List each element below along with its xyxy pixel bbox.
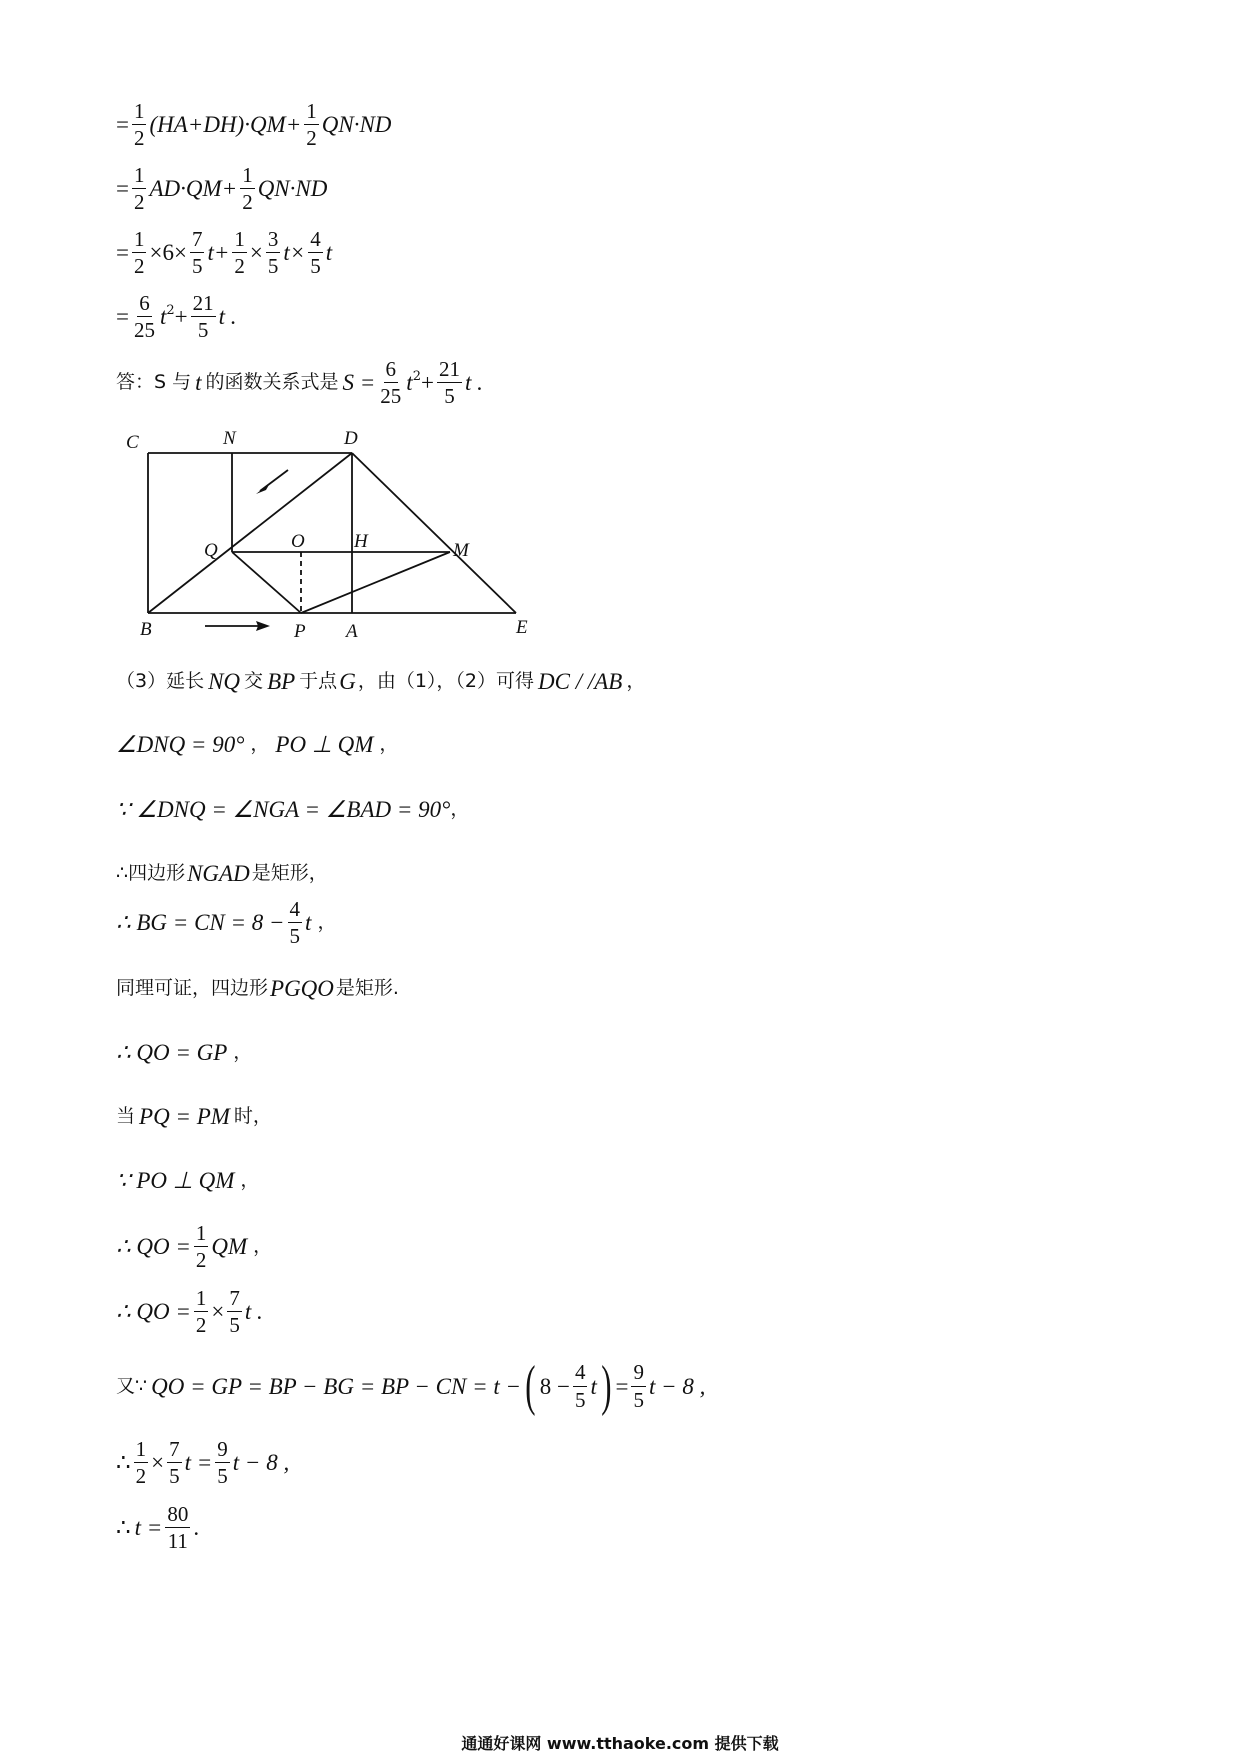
denominator: 2	[135, 1464, 147, 1489]
math-text: ∴	[116, 1450, 131, 1476]
denominator: 5	[217, 1464, 228, 1489]
fraction	[266, 228, 281, 277]
numerator: 21	[191, 292, 216, 317]
denominator: 2	[195, 1313, 207, 1338]
math-text: ×	[211, 1299, 225, 1325]
equation-line-4	[116, 292, 237, 341]
text: 当	[116, 1105, 136, 1127]
math-text: BP	[267, 669, 296, 694]
text: 又∵	[116, 1374, 148, 1397]
line-rectangle-pgqo	[116, 977, 399, 1000]
fraction	[165, 1503, 190, 1552]
math-text: ∵ ∠DNQ = ∠NGA = ∠BAD = 90°	[116, 797, 451, 822]
math-text: ×	[249, 240, 263, 266]
fraction	[190, 228, 205, 277]
denominator: 2	[306, 126, 317, 151]
math-text: .	[193, 1515, 200, 1541]
math-text: t	[159, 304, 167, 330]
text: ，	[626, 670, 646, 692]
fraction	[194, 1222, 209, 1271]
text: ，	[379, 733, 399, 755]
numerator: 4	[573, 1361, 588, 1386]
page-footer: 通通好课网 www.tthaoke.com 提供下载	[461, 1734, 779, 1753]
text: ，	[317, 911, 337, 934]
math-text: t − 8 ,	[232, 1450, 290, 1476]
math-text: t	[305, 910, 312, 936]
math-text: ×6×	[149, 240, 187, 266]
denominator: 5	[310, 254, 321, 279]
math-text: 8 −	[539, 1373, 570, 1399]
denominator: 2	[133, 126, 145, 151]
fraction	[134, 1438, 149, 1487]
fraction	[227, 1287, 242, 1336]
denominator: 2	[133, 254, 145, 279]
fraction	[215, 1438, 230, 1487]
fraction	[132, 100, 147, 149]
line-qo-value	[116, 1287, 263, 1336]
math-text: PGQO	[270, 976, 334, 1001]
math-text: t .	[244, 1299, 263, 1325]
math-text: t+	[207, 240, 230, 266]
numerator: 1	[232, 228, 247, 253]
math-text: PQ = PM	[139, 1104, 230, 1129]
label-P: P	[294, 621, 306, 640]
denominator: 25	[133, 318, 155, 343]
fraction	[631, 1361, 646, 1410]
numerator: 1	[132, 164, 147, 189]
denominator: 2	[133, 190, 145, 215]
answer-line	[116, 358, 483, 407]
label-A: A	[346, 621, 358, 640]
math-text: t − 8 ,	[648, 1373, 706, 1399]
label-M: M	[453, 540, 469, 561]
fraction	[132, 228, 147, 277]
math-text: t .	[218, 304, 237, 330]
math-text: QN·ND	[321, 112, 392, 138]
fraction	[132, 292, 157, 341]
fraction	[288, 898, 303, 947]
line-qo-gp	[116, 1041, 252, 1064]
label-Q: Q	[204, 540, 218, 561]
label-O: O	[291, 531, 305, 552]
numerator: 1	[304, 100, 319, 125]
denominator: 11	[167, 1529, 188, 1554]
math-text: ∵ PO ⊥ QM	[116, 1168, 235, 1193]
text: 是矩形，	[251, 862, 328, 884]
denominator: 2	[242, 190, 253, 215]
text: ，由（1），（2）可得	[357, 670, 534, 692]
line-equation-t	[116, 1438, 289, 1487]
line-because-angles	[116, 798, 469, 821]
denominator: 5	[633, 1387, 644, 1412]
denominator: 2	[234, 254, 245, 279]
line-bg-cn	[116, 898, 336, 947]
answer-prefix: 答：S 与	[116, 371, 192, 394]
text: 于点	[299, 670, 338, 692]
math-text: t	[406, 370, 413, 396]
math-text: ×	[151, 1450, 165, 1476]
math-text: t×	[283, 240, 306, 266]
numerator: 1	[132, 100, 147, 125]
line-when-pq-pm	[116, 1105, 272, 1128]
math-text: ∠DNQ = 90°	[116, 732, 245, 757]
equals-sign: =	[116, 112, 129, 138]
line-rectangle-ngad	[116, 862, 328, 885]
exponent: 2	[412, 369, 421, 385]
fraction	[232, 228, 247, 277]
fraction	[304, 100, 319, 149]
math-text: t	[195, 370, 202, 396]
numerator: 21	[437, 358, 462, 383]
math-text: ∴	[116, 1515, 131, 1541]
equals-sign: =	[116, 304, 129, 330]
math-text: QM	[211, 1234, 248, 1260]
math-text: DC / /AB	[538, 669, 623, 694]
text: ∴四边形	[116, 862, 186, 884]
text: 是矩形.	[335, 977, 399, 999]
text: 同理可证，四边形	[116, 977, 269, 999]
exponent: 2	[166, 303, 175, 319]
math-text: t =	[184, 1450, 213, 1476]
fraction	[308, 228, 323, 277]
line-t-result	[116, 1503, 199, 1552]
denominator: 5	[574, 1387, 586, 1412]
math-text: t	[590, 1373, 597, 1399]
segment-PM	[301, 552, 450, 613]
numerator: 9	[215, 1438, 230, 1463]
math-text: QN·ND	[257, 176, 328, 202]
text: ，	[250, 733, 270, 755]
numerator: 4	[308, 228, 323, 253]
denominator: 25	[380, 384, 402, 409]
math-text: t =	[134, 1515, 163, 1541]
left-paren: (	[525, 1355, 536, 1417]
arrow-BP-head-icon	[256, 621, 270, 631]
fraction	[573, 1361, 588, 1410]
numerator: 6	[384, 358, 399, 383]
math-text: NGAD	[187, 861, 250, 886]
text: 时，	[233, 1105, 272, 1127]
fraction	[240, 164, 255, 213]
math-text: ∴ BG = CN = 8 −	[116, 910, 285, 936]
line-qo-half-qm	[116, 1222, 272, 1271]
fraction	[191, 292, 216, 341]
equals-sign: =	[116, 240, 129, 266]
numerator: 7	[190, 228, 205, 253]
math-text: +	[420, 370, 434, 396]
numerator: 7	[227, 1287, 242, 1312]
denominator: 5	[169, 1464, 180, 1489]
fraction	[167, 1438, 182, 1487]
math-text: AD·QM+	[149, 176, 238, 202]
math-text: ∴ QO =	[116, 1234, 191, 1260]
line-angle-dnq	[116, 733, 398, 756]
math-text: NQ	[208, 669, 241, 694]
math-text: =	[615, 1373, 629, 1399]
text: 交	[244, 670, 264, 692]
numerator: 4	[288, 898, 303, 923]
numerator: 1	[194, 1222, 209, 1247]
text: （3）延长	[116, 670, 205, 692]
label-N: N	[223, 428, 236, 449]
text: ，	[240, 1169, 260, 1191]
fraction	[132, 164, 147, 213]
math-text: ∴ QO =	[116, 1299, 191, 1325]
math-text: S =	[342, 370, 376, 396]
equals-sign: =	[116, 176, 129, 202]
math-text: (HA+DH)·QM+	[149, 112, 302, 138]
equation-line-3	[116, 228, 332, 277]
denominator: 5	[289, 924, 301, 949]
denominator: 5	[267, 254, 279, 279]
math-text: G	[339, 669, 356, 694]
label-B: B	[140, 619, 152, 640]
text: ，	[253, 1235, 273, 1258]
line-po-perp-qm	[116, 1169, 259, 1192]
answer-text: 的函数关系式是	[205, 371, 339, 394]
fraction	[437, 358, 462, 407]
numerator: 1	[134, 1438, 149, 1463]
fraction	[194, 1287, 209, 1336]
segment-BD	[148, 453, 352, 613]
numerator: 80	[165, 1503, 190, 1528]
fraction	[378, 358, 403, 407]
numerator: 6	[137, 292, 152, 317]
label-H: H	[354, 531, 368, 552]
line-qo-chain	[116, 1355, 706, 1417]
equation-line-2	[116, 164, 327, 213]
denominator: 5	[229, 1313, 240, 1338]
segment-QP	[232, 552, 301, 613]
numerator: 9	[631, 1361, 646, 1386]
text: ，	[233, 1041, 253, 1063]
numerator: 1	[132, 228, 147, 253]
numerator: 7	[167, 1438, 182, 1463]
denominator: 5	[197, 318, 209, 343]
math-text: t	[325, 240, 333, 266]
geometry-figure	[120, 425, 540, 640]
text: ，	[450, 798, 470, 820]
numerator: 1	[240, 164, 255, 189]
numerator: 1	[194, 1287, 209, 1312]
segment-DE	[352, 453, 516, 613]
denominator: 5	[444, 384, 455, 409]
denominator: 5	[191, 254, 203, 279]
math-text: t .	[464, 370, 483, 396]
label-D: D	[344, 428, 358, 449]
math-text: QO = GP = BP − BG = BP − CN = t −	[151, 1373, 522, 1399]
numerator: 3	[266, 228, 281, 253]
math-text: ∴ QO = GP	[116, 1040, 228, 1065]
label-E: E	[516, 617, 528, 638]
math-text: PO ⊥ QM	[275, 732, 374, 757]
part-3-intro	[116, 670, 645, 693]
math-text: +	[174, 304, 188, 330]
equation-line-1	[116, 100, 391, 149]
right-paren: )	[601, 1355, 612, 1417]
label-C: C	[126, 432, 139, 453]
denominator: 2	[195, 1248, 207, 1273]
